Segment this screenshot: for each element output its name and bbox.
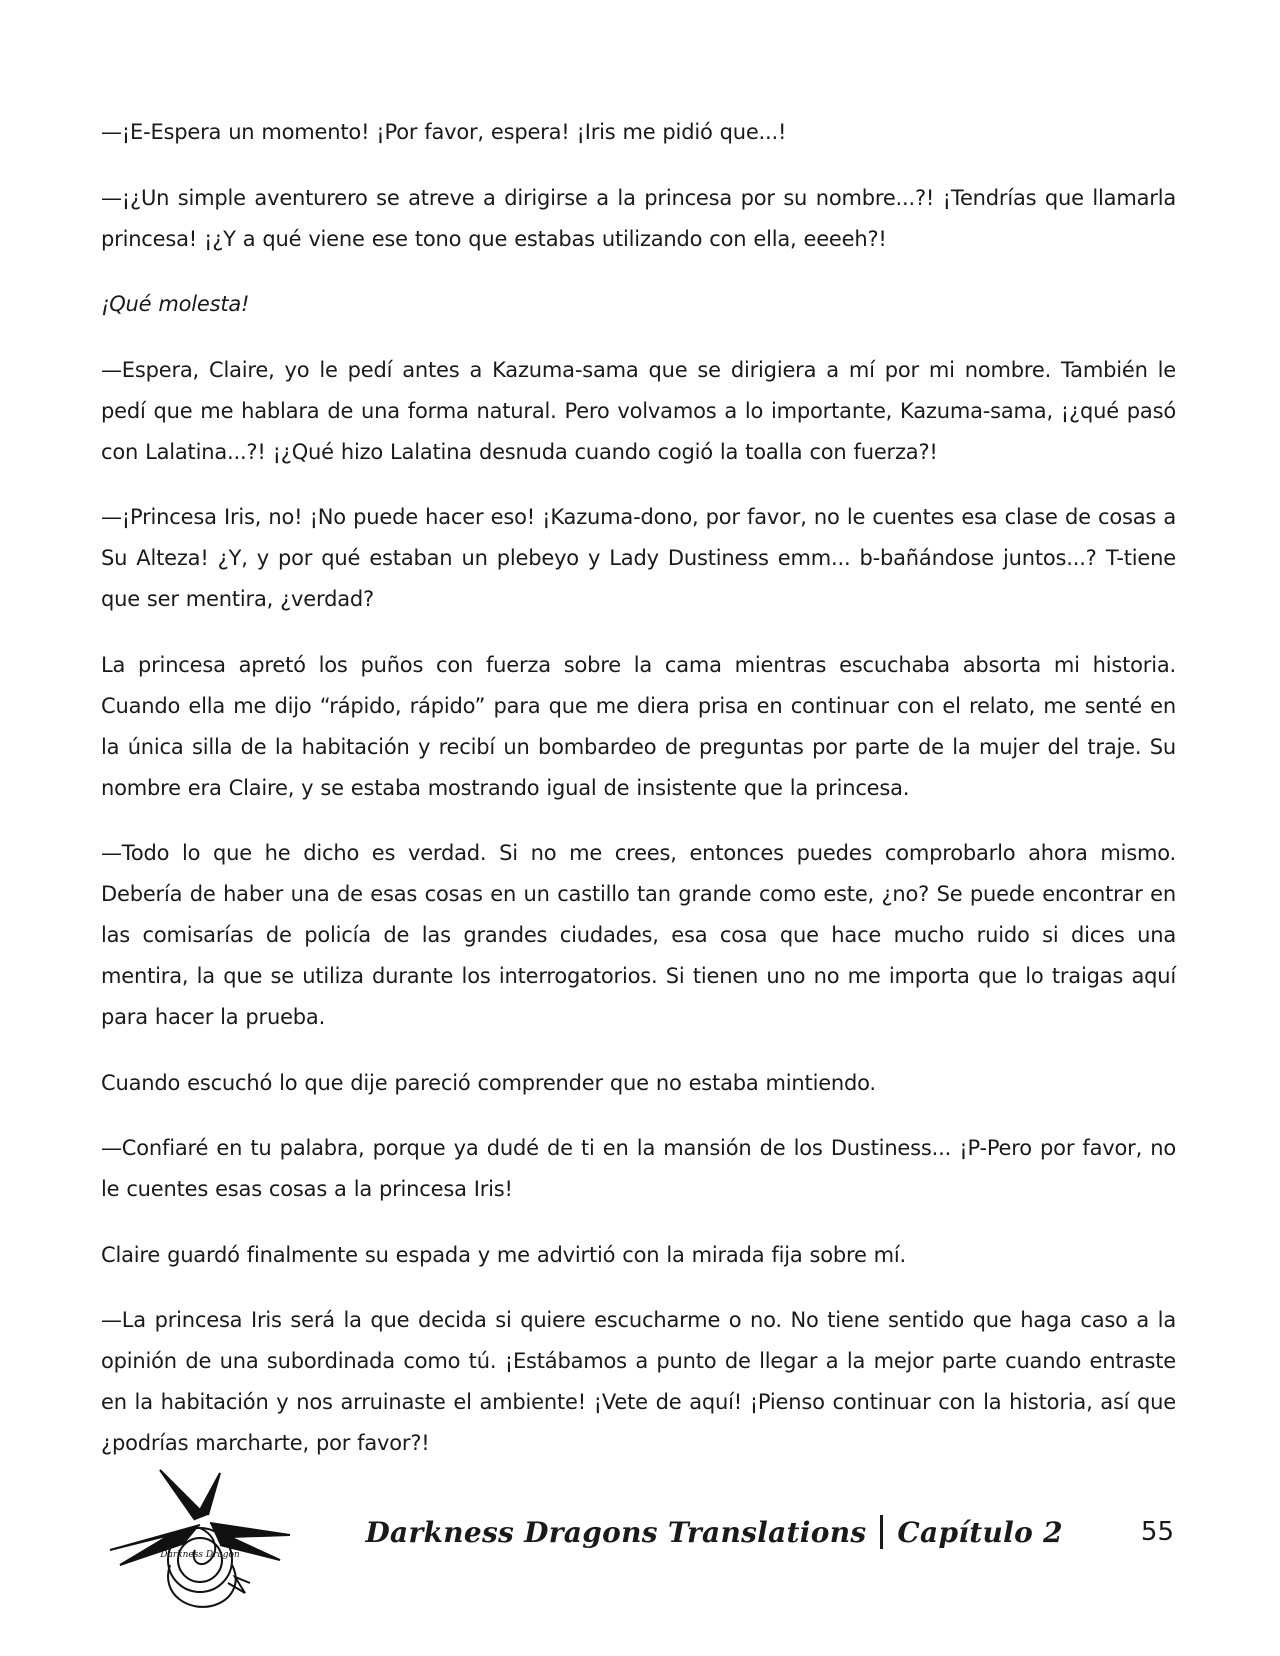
paragraph-4: —Espera, Claire, yo le pedí antes a Kazuma-sama que se dirigiera a mí por mi nombre. También le pedí que me hablara de una forma natural. Pero volvamos a lo importante, Kazuma-sama, ¡¿qué pasó con Lalatina...?! ¡¿Qué hizo Lalatina desnuda cuando cogió la toalla con fuerza?! [101,357,1176,464]
paragraph-7: —Todo lo que he dicho es verdad. Si no me crees, entonces puedes comprobarlo ahora mismo. Debería de haber una de esas cosas en un castillo tan grande como este, ¿no? Se puede encontrar en las comisarías de policía de las grandes ciudades, esa cosa que hace mucho ruido si dices una mentira, la que se utiliza durante los interrogatorios. Si tienen uno no me importa que lo traigas aquí para hacer la prueba. [101,841,1176,1029]
paragraph-3-thought: ¡Qué molesta! [101,292,250,316]
paragraph-5: —¡Princesa Iris, no! ¡No puede hacer eso! ¡Kazuma-dono, por favor, no le cuentes esa clase de cosas a Su Alteza! ¿Y, y por qué estaban un plebeyo y Lady Dustiness emm... b-bañándose juntos...? T-tiene que ser mentira, ¿verdad? [101,505,1176,611]
paragraph-2: —¡¿Un simple aventurero se atreve a dirigirse a la princesa por su nombre...?! ¡Tendrías que llamarla princesa! ¡¿Y a qué viene ese tono que estabas utilizando con ella, eeeeh?! [101,185,1176,251]
paragraph-8: Cuando escuchó lo que dije pareció comprender que no estaba mintiendo. [101,1070,876,1095]
page-footer [365,1510,1174,1554]
paragraph-1: —¡E-Espera un momento! ¡Por favor, espera! ¡Iris me pidió que...! [101,120,787,144]
paragraph-6: La princesa apretó los puños con fuerza sobre la cama mientras escuchaba absorta mi historia. Cuando ella me dijo “rápido, rápido” para que me diera prisa en continuar con el relato, me senté en la única silla de la habitación y recibí un bombardeo de preguntas por parte de la mujer del traje. Su nombre era Claire, y se estaba mostrando igual de insistente que la princesa. [101,652,1176,800]
footer-credit: Darkness Dragons Translations [365,1515,867,1549]
dragon-logo-icon [100,1465,300,1615]
paragraph-11: —La princesa Iris será la que decida si quiere escucharme o no. No tiene sentido que haga caso a la opinión de una subordinada como tú. ¡Estábamos a punto de llegar a la mejor parte cuando entraste en la habitación y nos arruinaste el ambiente! ¡Vete de aquí! ¡Pienso continuar con la historia, así que ¿podrías marcharte, por favor?! [101,1308,1176,1455]
footer-separator [880,1515,883,1549]
paragraph-9: —Confiaré en tu palabra, porque ya dudé de ti en la mansión de los Dustiness... ¡P-Pero por favor, no le cuentes esas cosas a la princesa Iris! [101,1136,1176,1201]
footer-chapter: Capítulo 2 [897,1515,1063,1549]
text-body [101,112,1176,1464]
page-number: 55 [1140,1517,1174,1547]
paragraph-10: Claire guardó finalmente su espada y me advirtió con la mirada fija sobre mí. [101,1242,907,1267]
logo-text: Darkness Dragon [160,1550,240,1560]
